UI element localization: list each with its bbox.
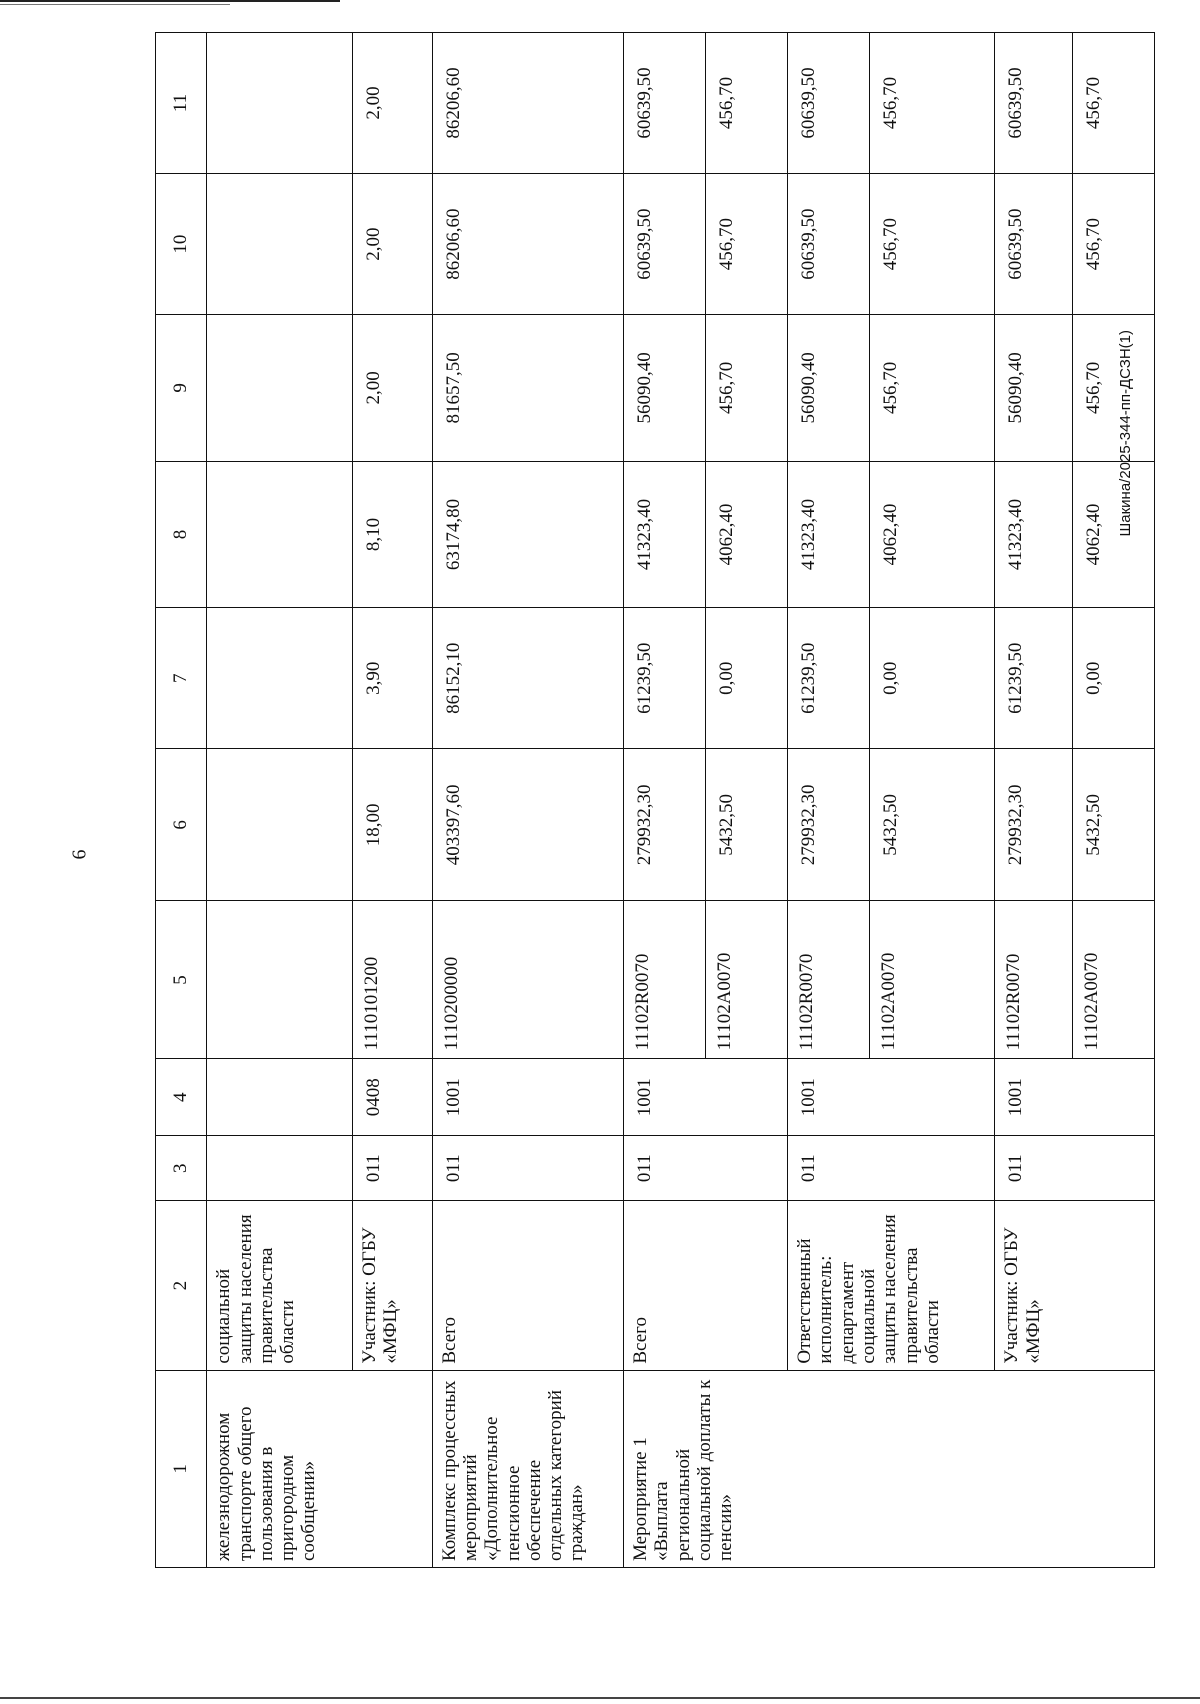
section-cell	[207, 1059, 353, 1136]
executor-cell: Участник: ОГБУ «МФЦ»	[995, 1201, 1155, 1370]
executor-cell: Всего	[432, 1201, 623, 1370]
value-cell: 279932,30	[624, 749, 706, 901]
header-cell: 5	[156, 901, 207, 1059]
value-cell: 18,00	[353, 749, 433, 901]
value-cell	[207, 749, 353, 901]
header-cell: 1	[156, 1370, 207, 1567]
value-cell: 56090,40	[624, 315, 706, 462]
target-code-cell: 11102A0070	[870, 901, 995, 1059]
value-cell: 456,70	[870, 33, 995, 174]
value-cell: 456,70	[1072, 33, 1154, 174]
program-name-cell: Комплекс процессных мероприятий «Дополнительное пенсионное обеспечение отдельных категорий граждан»	[432, 1370, 623, 1567]
value-cell: 63174,80	[432, 461, 623, 608]
value-cell: 2,00	[353, 33, 433, 174]
value-cell	[207, 174, 353, 315]
program-name-cell: Мероприятие 1 «Выплата региональной социальной доплаты к пенсии»	[624, 1370, 1155, 1567]
grbs-cell: 011	[624, 1136, 788, 1201]
table-row	[624, 33, 706, 1568]
target-code-cell: 11102R0070	[995, 901, 1072, 1059]
value-cell: 41323,40	[995, 461, 1072, 608]
value-cell: 5432,50	[706, 749, 788, 901]
value-cell: 60639,50	[788, 174, 870, 315]
value-cell: 60639,50	[995, 174, 1072, 315]
header-cell: 2	[156, 1201, 207, 1370]
value-cell: 41323,40	[788, 461, 870, 608]
header-cell: 9	[156, 315, 207, 462]
section-cell: 1001	[624, 1059, 788, 1136]
executor-cell: Ответственный исполнитель: департамент социальной защиты населения правительства области	[788, 1201, 995, 1370]
table-row	[207, 33, 353, 1568]
section-cell: 1001	[432, 1059, 623, 1136]
value-cell: 5432,50	[1072, 749, 1154, 901]
target-code-cell	[207, 901, 353, 1059]
target-code-cell: 11102A0070	[1072, 901, 1154, 1059]
value-cell: 4062,40	[870, 461, 995, 608]
grbs-cell: 011	[995, 1136, 1155, 1201]
target-code-cell: 11102R0070	[624, 901, 706, 1059]
value-cell	[207, 461, 353, 608]
value-cell: 61239,50	[995, 608, 1072, 749]
header-cell: 3	[156, 1136, 207, 1201]
value-cell: 456,70	[870, 174, 995, 315]
value-cell: 56090,40	[995, 315, 1072, 462]
header-cell: 7	[156, 608, 207, 749]
value-cell: 279932,30	[788, 749, 870, 901]
section-cell: 1001	[995, 1059, 1155, 1136]
grbs-cell: 011	[788, 1136, 995, 1201]
target-code-cell: 1110101200	[353, 901, 433, 1059]
header-cell: 6	[156, 749, 207, 901]
value-cell: 456,70	[870, 315, 995, 462]
value-cell: 456,70	[1072, 315, 1154, 462]
value-cell: 61239,50	[624, 608, 706, 749]
value-cell: 61239,50	[788, 608, 870, 749]
value-cell: 60639,50	[995, 33, 1072, 174]
value-cell: 3,90	[353, 608, 433, 749]
value-cell: 81657,50	[432, 315, 623, 462]
value-cell: 0,00	[870, 608, 995, 749]
executor-cell: Участник: ОГБУ «МФЦ»	[353, 1201, 433, 1370]
target-code-cell: 11102R0070	[788, 901, 870, 1059]
value-cell: 86206,60	[432, 174, 623, 315]
section-cell: 1001	[788, 1059, 995, 1136]
grbs-cell	[207, 1136, 353, 1201]
rotated-table-container	[155, 32, 1155, 1568]
value-cell: 0,00	[706, 608, 788, 749]
program-name-cell: железнодорожном транспорте общего пользования в пригородном сообщении»	[207, 1370, 433, 1567]
table-row	[432, 33, 623, 1568]
document-code: Шакина/2025-344-пп-ДСЗН(1)	[1117, 330, 1134, 537]
header-row	[156, 33, 207, 1568]
value-cell: 0,00	[1072, 608, 1154, 749]
executor-cell: социальной защиты населения правительства области	[207, 1201, 353, 1370]
value-cell: 60639,50	[624, 174, 706, 315]
value-cell: 56090,40	[788, 315, 870, 462]
value-cell: 4062,40	[706, 461, 788, 608]
header-cell: 11	[156, 33, 207, 174]
table-row	[353, 33, 433, 1568]
section-cell: 0408	[353, 1059, 433, 1136]
value-cell: 2,00	[353, 315, 433, 462]
value-cell	[207, 33, 353, 174]
value-cell: 456,70	[1072, 174, 1154, 315]
budget-table	[155, 32, 1155, 1568]
target-code-cell: 1110200000	[432, 901, 623, 1059]
target-code-cell: 11102A0070	[706, 901, 788, 1059]
value-cell: 86152,10	[432, 608, 623, 749]
value-cell: 456,70	[706, 174, 788, 315]
value-cell: 2,00	[353, 174, 433, 315]
scan-edge-top	[0, 0, 340, 2]
grbs-cell: 011	[353, 1136, 433, 1201]
value-cell: 4062,40	[1072, 461, 1154, 608]
value-cell: 41323,40	[624, 461, 706, 608]
value-cell: 456,70	[706, 33, 788, 174]
value-cell	[207, 608, 353, 749]
header-cell: 4	[156, 1059, 207, 1136]
page-number: 6	[68, 849, 91, 860]
grbs-cell: 011	[432, 1136, 623, 1201]
table-row	[995, 33, 1072, 1568]
value-cell	[207, 315, 353, 462]
value-cell: 60639,50	[624, 33, 706, 174]
value-cell: 5432,50	[870, 749, 995, 901]
header-cell: 10	[156, 174, 207, 315]
scan-edge-top-secondary	[0, 4, 230, 5]
value-cell: 456,70	[706, 315, 788, 462]
value-cell: 403397,60	[432, 749, 623, 901]
header-cell: 8	[156, 461, 207, 608]
table-row	[788, 33, 870, 1568]
scan-edge-bottom	[0, 1697, 1200, 1699]
value-cell: 86206,60	[432, 33, 623, 174]
value-cell: 279932,30	[995, 749, 1072, 901]
value-cell: 8,10	[353, 461, 433, 608]
executor-cell: Всего	[624, 1201, 788, 1370]
value-cell: 60639,50	[788, 33, 870, 174]
